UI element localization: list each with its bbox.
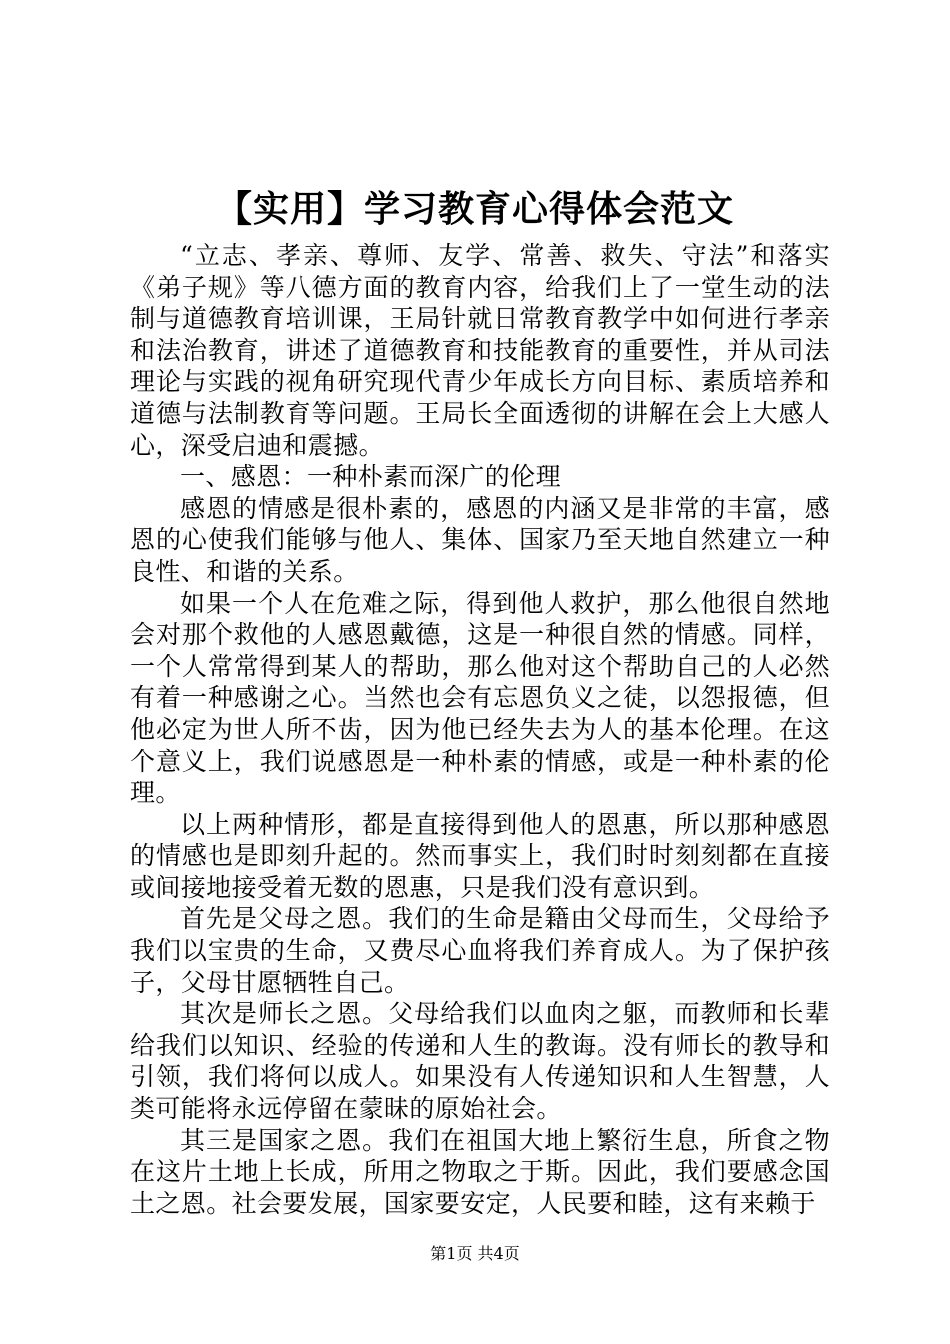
paragraph: 以上两种情形，都是直接得到他人的恩惠，所以那种感恩的情感也是即刻升起的。然而事实上，我们时时刻刻都在直接或间接地接受着无数的恩惠，只是我们没有意识到。 bbox=[130, 809, 830, 902]
paragraph: 其次是师长之恩。父母给我们以血肉之躯，而教师和长辈给我们以知识、经验的传递和人生的教诲。没有师长的教导和引领，我们将何以成人。如果没有人传递知识和人生智慧，人类可能将永远停留在蒙昧的原始社会。 bbox=[130, 999, 830, 1124]
paragraph: 其三是国家之恩。我们在祖国大地上繁衍生息，所食之物在这片土地上长成，所用之物取之于斯。因此，我们要感念国土之恩。社会要发展，国家要安定，人民要和睦，这有来赖于 bbox=[130, 1125, 830, 1218]
section-heading: 一、感恩：一种朴素而深广的伦理 bbox=[180, 462, 562, 492]
paragraph: “立志、孝亲、尊师、友学、常善、救失、守法”和落实《弟子规》等八德方面的教育内容，给我们上了一堂生动的法制与道德教育培训课，王局针就日常教育教学中如何进行孝亲和法治教育，讲述了道德教育和技能教育的重要性，并从司法理论与实践的视角研究现代青少年成长方向目标、素质培养和道德与法制教育等问题。王局长全面透彻的讲解在会上大感人心，深受启迪和震撼。 bbox=[130, 241, 830, 460]
paragraph: 感恩的情感是很朴素的，感恩的内涵又是非常的丰富，感恩的心使我们能够与他人、集体、国家乃至天地自然建立一种良性、和谐的关系。 bbox=[130, 493, 830, 586]
paragraph: 首先是父母之恩。我们的生命是籍由父母而生，父母给予我们以宝贵的生命，又费尽心血将我们养育成人。为了保护孩子，父母甘愿牺牲自己。 bbox=[130, 904, 830, 997]
page-number-footer: 第1页 共4页 bbox=[430, 1244, 520, 1263]
paragraph: 如果一个人在危难之际，得到他人救护，那么他很自然地会对那个救他的人感恩戴德，这是一种很自然的情感。同样，一个人常常得到某人的帮助，那么他对这个帮助自己的人必然有着一种感谢之心。当然也会有忘恩负义之徒，以怨报德，但他必定为世人所不齿，因为他已经失去为人的基本伦理。在这个意义上，我们说感恩是一种朴素的情感，或是一种朴素的伦理。 bbox=[130, 588, 830, 808]
document-body bbox=[130, 240, 830, 1219]
document-title: 【实用】学习教育心得体会范文 bbox=[215, 189, 734, 230]
